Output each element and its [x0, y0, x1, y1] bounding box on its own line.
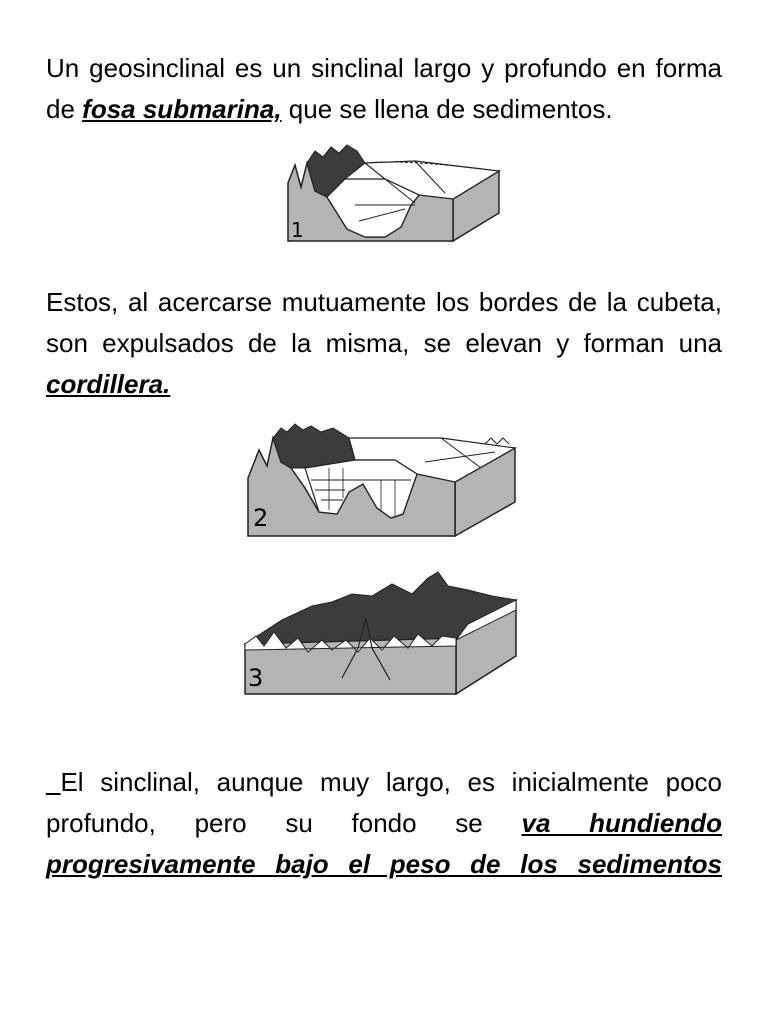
paragraph-3-lead: _: [46, 767, 61, 797]
figure-1-geosyncline-diagram: [285, 143, 505, 245]
paragraph-3-text-a: El sinclinal, aunque muy largo, es inicialmente poco profundo, pero su fondo se: [46, 767, 722, 838]
paragraph-1-emphasis: fosa submarina,: [82, 94, 282, 124]
paragraph-3: [46, 762, 722, 885]
figure-3-label: 3: [248, 664, 264, 692]
paragraph-2-emphasis: cordillera.: [46, 369, 171, 399]
paragraph-2: [46, 282, 722, 405]
paragraph-2-text-a: Estos, al acercarse mutuamente los bordes de la cubeta, son expulsados de la misma, se elevan y forman una: [46, 287, 722, 358]
figure-3-mountain-range-diagram: [242, 568, 520, 698]
paragraph-1-text-b: que se llena de sedimentos.: [281, 94, 613, 124]
paragraph-3-emphasis: va hundiendo progresivamente bajo el peso de los sedimentos: [46, 808, 722, 879]
paragraph-1-text-a: Un geosinclinal es un sinclinal largo y profundo en forma de: [46, 53, 722, 124]
figure-2-label: 2: [253, 504, 269, 532]
figure-1-label: 1: [291, 218, 304, 242]
paragraph-1: [46, 48, 722, 130]
figure-2-compression-diagram: [245, 422, 517, 540]
